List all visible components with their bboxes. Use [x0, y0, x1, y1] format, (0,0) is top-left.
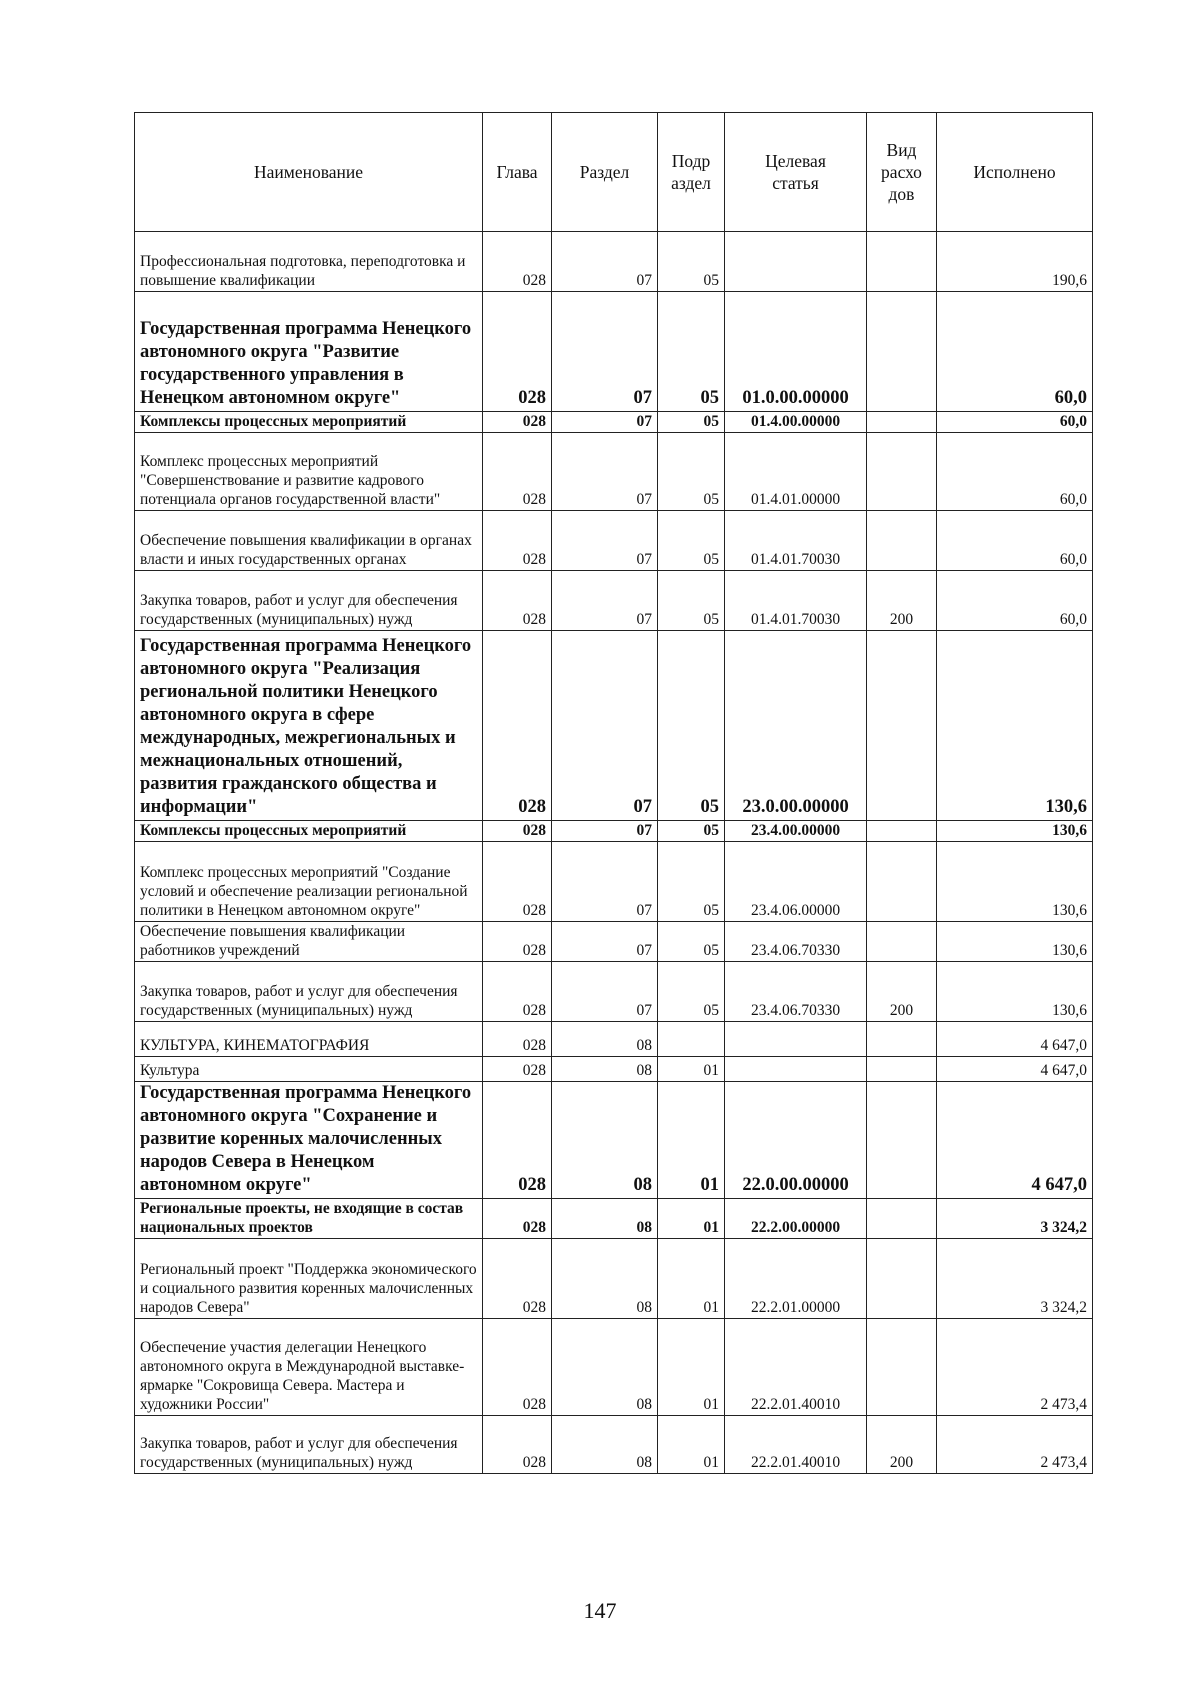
row-subsection: 05: [658, 433, 725, 511]
row-executed: 2 473,4: [937, 1319, 1093, 1416]
table-row: [135, 232, 1093, 292]
row-expense-type: [867, 511, 937, 571]
row-subsection: 05: [658, 821, 725, 842]
row-chapter: 028: [483, 292, 552, 412]
row-executed: 4 647,0: [937, 1082, 1093, 1199]
row-subsection: 05: [658, 511, 725, 571]
row-section: 07: [552, 631, 658, 821]
row-executed: 3 324,2: [937, 1199, 1093, 1239]
row-chapter: 028: [483, 842, 552, 922]
row-expense-type: [867, 1199, 937, 1239]
row-section: 08: [552, 1239, 658, 1319]
header-chapter: Глава: [483, 113, 552, 232]
row-target: [725, 1057, 867, 1082]
row-subsection: 05: [658, 922, 725, 962]
row-executed: 130,6: [937, 821, 1093, 842]
row-chapter: 028: [483, 1319, 552, 1416]
row-target: 22.2.01.00000: [725, 1239, 867, 1319]
row-section: 07: [552, 511, 658, 571]
row-executed: 4 647,0: [937, 1022, 1093, 1057]
header-section: Раздел: [552, 113, 658, 232]
row-expense-type: [867, 821, 937, 842]
row-expense-type: [867, 292, 937, 412]
row-target: 01.4.01.70030: [725, 571, 867, 631]
row-executed: 130,6: [937, 922, 1093, 962]
table-row: [135, 292, 1093, 412]
row-name: Комплексы процессных мероприятий: [135, 821, 483, 842]
row-chapter: 028: [483, 412, 552, 433]
row-executed: 3 324,2: [937, 1239, 1093, 1319]
row-subsection: 01: [658, 1239, 725, 1319]
row-chapter: 028: [483, 1022, 552, 1057]
budget-table-container: [134, 112, 1092, 1474]
row-subsection: 05: [658, 962, 725, 1022]
header-target: Целевая статья: [725, 113, 867, 232]
row-name: Закупка товаров, работ и услуг для обеспечения государственных (муниципальных) нужд: [135, 962, 483, 1022]
row-section: 07: [552, 922, 658, 962]
row-executed: 130,6: [937, 631, 1093, 821]
row-expense-type: [867, 232, 937, 292]
row-chapter: 028: [483, 631, 552, 821]
row-subsection: 01: [658, 1057, 725, 1082]
row-target: 22.2.01.40010: [725, 1416, 867, 1474]
row-executed: 60,0: [937, 571, 1093, 631]
row-executed: 2 473,4: [937, 1416, 1093, 1474]
row-name: КУЛЬТУРА, КИНЕМАТОГРАФИЯ: [135, 1022, 483, 1057]
row-target: 01.0.00.00000: [725, 292, 867, 412]
row-executed: 60,0: [937, 412, 1093, 433]
table-row: [135, 1319, 1093, 1416]
row-expense-type: [867, 842, 937, 922]
row-chapter: 028: [483, 232, 552, 292]
row-chapter: 028: [483, 821, 552, 842]
table-row: [135, 1199, 1093, 1239]
row-expense-type: [867, 412, 937, 433]
row-target: 01.4.01.00000: [725, 433, 867, 511]
row-executed: 130,6: [937, 842, 1093, 922]
row-expense-type: [867, 1082, 937, 1199]
row-name: Государственная программа Ненецкого автономного округа "Реализация региональной политики Ненецкого автономного округа в сфере международных, межрегиональных и межнациональных отношений, развития гражданского общества и информации": [135, 631, 483, 821]
header-expense-type: Вид расхо дов: [867, 113, 937, 232]
row-section: 08: [552, 1082, 658, 1199]
row-expense-type: [867, 1022, 937, 1057]
row-chapter: 028: [483, 1057, 552, 1082]
row-section: 07: [552, 433, 658, 511]
row-target: [725, 1022, 867, 1057]
row-name: Комплекс процессных мероприятий "Создание условий и обеспечение реализации региональной политики в Ненецком автономном округе": [135, 842, 483, 922]
row-subsection: 01: [658, 1319, 725, 1416]
table-row: [135, 1082, 1093, 1199]
row-executed: 190,6: [937, 232, 1093, 292]
table-row: [135, 1239, 1093, 1319]
row-section: 07: [552, 821, 658, 842]
row-section: 07: [552, 571, 658, 631]
row-subsection: 05: [658, 631, 725, 821]
row-executed: 4 647,0: [937, 1057, 1093, 1082]
row-name: Государственная программа Ненецкого автономного округа "Развитие государственного управления в Ненецком автономном округе": [135, 292, 483, 412]
row-target: 01.4.01.70030: [725, 511, 867, 571]
table-row: [135, 511, 1093, 571]
row-expense-type: [867, 922, 937, 962]
row-expense-type: 200: [867, 571, 937, 631]
row-chapter: 028: [483, 1082, 552, 1199]
header-row: [135, 113, 1093, 232]
row-section: 07: [552, 232, 658, 292]
header-name: Наименование: [135, 113, 483, 232]
row-chapter: 028: [483, 511, 552, 571]
row-subsection: 05: [658, 842, 725, 922]
row-section: 08: [552, 1319, 658, 1416]
row-executed: 130,6: [937, 962, 1093, 1022]
row-name: Культура: [135, 1057, 483, 1082]
row-expense-type: [867, 1057, 937, 1082]
table-row: [135, 631, 1093, 821]
table-row: [135, 821, 1093, 842]
row-name: Региональный проект "Поддержка экономического и социального развития коренных малочисленных народов Севера": [135, 1239, 483, 1319]
row-subsection: [658, 1022, 725, 1057]
row-name: Государственная программа Ненецкого автономного округа "Сохранение и развитие коренных малочисленных народов Севера в Ненецком автономном округе": [135, 1082, 483, 1199]
row-name: Закупка товаров, работ и услуг для обеспечения государственных (муниципальных) нужд: [135, 571, 483, 631]
row-target: 22.2.00.00000: [725, 1199, 867, 1239]
table-row: [135, 962, 1093, 1022]
row-section: 08: [552, 1022, 658, 1057]
row-name: Комплекс процессных мероприятий "Совершенствование и развитие кадрового потенциала органов государственной власти": [135, 433, 483, 511]
row-name: Закупка товаров, работ и услуг для обеспечения государственных (муниципальных) нужд: [135, 1416, 483, 1474]
row-expense-type: 200: [867, 962, 937, 1022]
row-chapter: 028: [483, 433, 552, 511]
row-subsection: 01: [658, 1082, 725, 1199]
row-expense-type: [867, 1239, 937, 1319]
row-executed: 60,0: [937, 292, 1093, 412]
row-chapter: 028: [483, 1239, 552, 1319]
table-row: [135, 433, 1093, 511]
table-body: [135, 232, 1093, 1474]
table-row: [135, 1057, 1093, 1082]
row-chapter: 028: [483, 1416, 552, 1474]
table-row: [135, 571, 1093, 631]
row-target: 23.4.06.70330: [725, 962, 867, 1022]
row-section: 07: [552, 842, 658, 922]
row-section: 07: [552, 962, 658, 1022]
row-subsection: 05: [658, 232, 725, 292]
row-expense-type: [867, 631, 937, 821]
table-row: [135, 1416, 1093, 1474]
row-chapter: 028: [483, 571, 552, 631]
row-subsection: 05: [658, 571, 725, 631]
budget-table: [134, 112, 1093, 1474]
row-name: Обеспечение участия делегации Ненецкого автономного округа в Международной выставке-ярмарке "Сокровища Севера. Мастера и художники России": [135, 1319, 483, 1416]
row-target: 22.2.01.40010: [725, 1319, 867, 1416]
table-row: [135, 1022, 1093, 1057]
row-target: 23.4.06.70330: [725, 922, 867, 962]
row-expense-type: [867, 1319, 937, 1416]
row-target: 23.4.00.00000: [725, 821, 867, 842]
row-section: 07: [552, 412, 658, 433]
row-section: 07: [552, 292, 658, 412]
row-subsection: 05: [658, 292, 725, 412]
row-name: Региональные проекты, не входящие в состав национальных проектов: [135, 1199, 483, 1239]
row-name: Обеспечение повышения квалификации в органах власти и иных государственных органах: [135, 511, 483, 571]
row-subsection: 01: [658, 1199, 725, 1239]
row-expense-type: [867, 433, 937, 511]
row-name: Комплексы процессных мероприятий: [135, 412, 483, 433]
table-row: [135, 412, 1093, 433]
row-target: 23.0.00.00000: [725, 631, 867, 821]
row-expense-type: 200: [867, 1416, 937, 1474]
row-name: Профессиональная подготовка, переподготовка и повышение квалификации: [135, 232, 483, 292]
row-chapter: 028: [483, 1199, 552, 1239]
row-target: 01.4.00.00000: [725, 412, 867, 433]
row-section: 08: [552, 1199, 658, 1239]
row-section: 08: [552, 1416, 658, 1474]
row-subsection: 01: [658, 1416, 725, 1474]
header-executed: Исполнено: [937, 113, 1093, 232]
row-target: [725, 232, 867, 292]
row-target: 23.4.06.00000: [725, 842, 867, 922]
row-chapter: 028: [483, 922, 552, 962]
page-number: 147: [583, 1598, 617, 1623]
table-row: [135, 842, 1093, 922]
row-section: 08: [552, 1057, 658, 1082]
row-target: 22.0.00.00000: [725, 1082, 867, 1199]
header-subsection: Подр аздел: [658, 113, 725, 232]
table-row: [135, 922, 1093, 962]
row-name: Обеспечение повышения квалификации работников учреждений: [135, 922, 483, 962]
row-chapter: 028: [483, 962, 552, 1022]
row-executed: 60,0: [937, 433, 1093, 511]
row-executed: 60,0: [937, 511, 1093, 571]
row-subsection: 05: [658, 412, 725, 433]
